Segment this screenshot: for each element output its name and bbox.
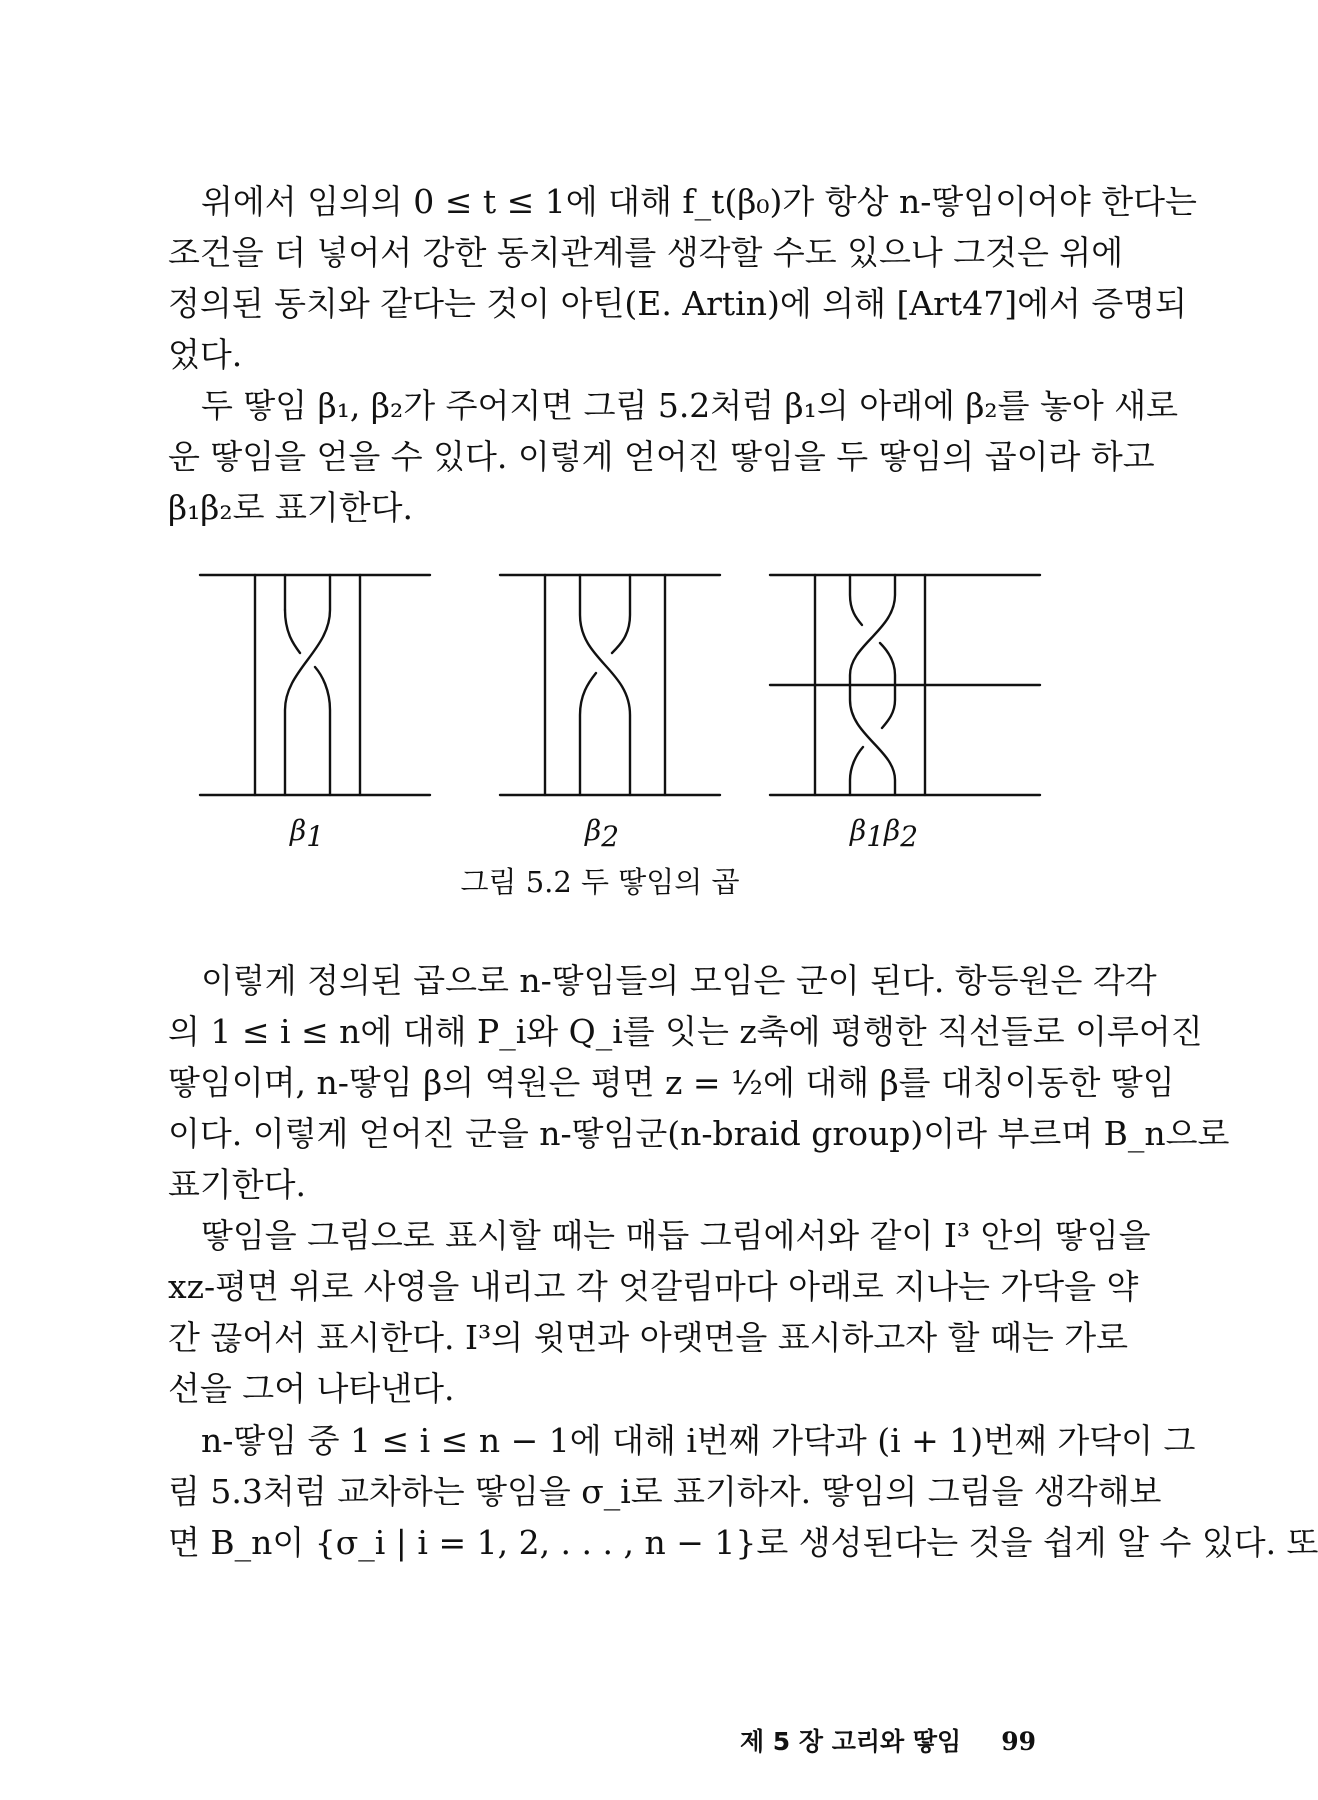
text-line: 땋임을 그림으로 표시할 때는 매듭 그림에서와 같이 I³ 안의 땋임을 — [201, 1216, 1151, 1255]
label-beta1-beta2: β1β2 — [850, 814, 919, 853]
text-line: 이렇게 정의된 곱으로 n-땋임들의 모임은 군이 된다. 항등원은 각각 — [201, 961, 1157, 1000]
braid-beta1-beta2 — [770, 575, 1040, 795]
strand — [612, 575, 630, 653]
text-line: 땋임이며, n-땋임 β의 역원은 평면 z = ½에 대해 β를 대칭이동한 땋임 — [168, 1063, 1175, 1102]
text-line: 표기한다. — [168, 1165, 307, 1204]
strand — [285, 575, 330, 795]
text-line: xz-평면 위로 사영을 내리고 각 엇갈림마다 아래로 지나는 가닥을 약 — [168, 1267, 1139, 1306]
label-beta1: β1 — [290, 814, 325, 853]
text-line: 었다. — [168, 335, 243, 374]
text-line: 정의된 동치와 같다는 것이 아틴(E. Artin)에 의해 [Art47]에서 증명되 — [168, 284, 1187, 323]
text-line: 이다. 이렇게 얻어진 군을 n-땋임군(n-braid group)이라 부르며 B_n으로 — [168, 1114, 1230, 1153]
text-line: 의 1 ≤ i ≤ n에 대해 P_i와 Q_i를 잇는 z축에 평행한 직선들로 이루어진 — [168, 1012, 1203, 1051]
strand — [880, 643, 895, 685]
paragraph-4 — [168, 1210, 1151, 1414]
strand — [882, 685, 895, 728]
figure-caption: 그림 5.2 두 땋임의 곱 — [460, 865, 740, 899]
paragraph-5 — [168, 1415, 1318, 1568]
paragraph-3 — [168, 955, 1230, 1210]
text-line: 선을 그어 나타낸다. — [168, 1369, 455, 1408]
strand — [850, 575, 862, 625]
text-line: 면 B_n이 {σ_i | i = 1, 2, . . . , n − 1}로 생성된다는 것을 쉽게 알 수 있다. 또 — [168, 1523, 1318, 1562]
strand — [285, 610, 300, 653]
braid-beta1 — [200, 575, 430, 795]
strand — [850, 575, 895, 685]
text-line: β₁β₂로 표기한다. — [168, 488, 413, 527]
paragraph-1 — [168, 176, 1197, 380]
text-line: 운 땋임을 얻을 수 있다. 이렇게 얻어진 땋임을 두 땋임의 곱이라 하고 — [168, 437, 1155, 476]
strand — [580, 673, 596, 795]
text-line: 간 끊어서 표시한다. I³의 윗면과 아랫면을 표시하고자 할 때는 가로 — [168, 1318, 1128, 1357]
page-number: 99 — [1001, 1727, 1036, 1756]
running-chapter-title: 제 5 장 고리와 땋임 — [739, 1727, 962, 1756]
braid-beta2 — [500, 575, 720, 795]
figure-braid-product — [190, 555, 1050, 853]
text-line: 두 땋임 β₁, β₂가 주어지면 그림 5.2처럼 β₁의 아래에 β₂를 놓아 새로 — [201, 386, 1179, 425]
strand — [850, 747, 863, 795]
strand — [850, 685, 895, 795]
text-line: n-땋임 중 1 ≤ i ≤ n − 1에 대해 i번째 가닥과 (i + 1)번째 가닥이 그 — [201, 1421, 1196, 1460]
paragraph-2 — [168, 380, 1179, 533]
text-line: 림 5.3처럼 교차하는 땋임을 σ_i로 표기하자. 땋임의 그림을 생각해보 — [168, 1472, 1162, 1511]
strand — [315, 667, 330, 795]
text-line: 위에서 임의의 0 ≤ t ≤ 1에 대해 f_t(β₀)가 항상 n-땋임이어야 한다는 — [201, 182, 1197, 221]
label-beta2: β2 — [585, 814, 620, 853]
text-line: 조건을 더 넣어서 강한 동치관계를 생각할 수도 있으나 그것은 위에 — [168, 233, 1124, 272]
page-footer — [740, 1722, 1036, 1758]
